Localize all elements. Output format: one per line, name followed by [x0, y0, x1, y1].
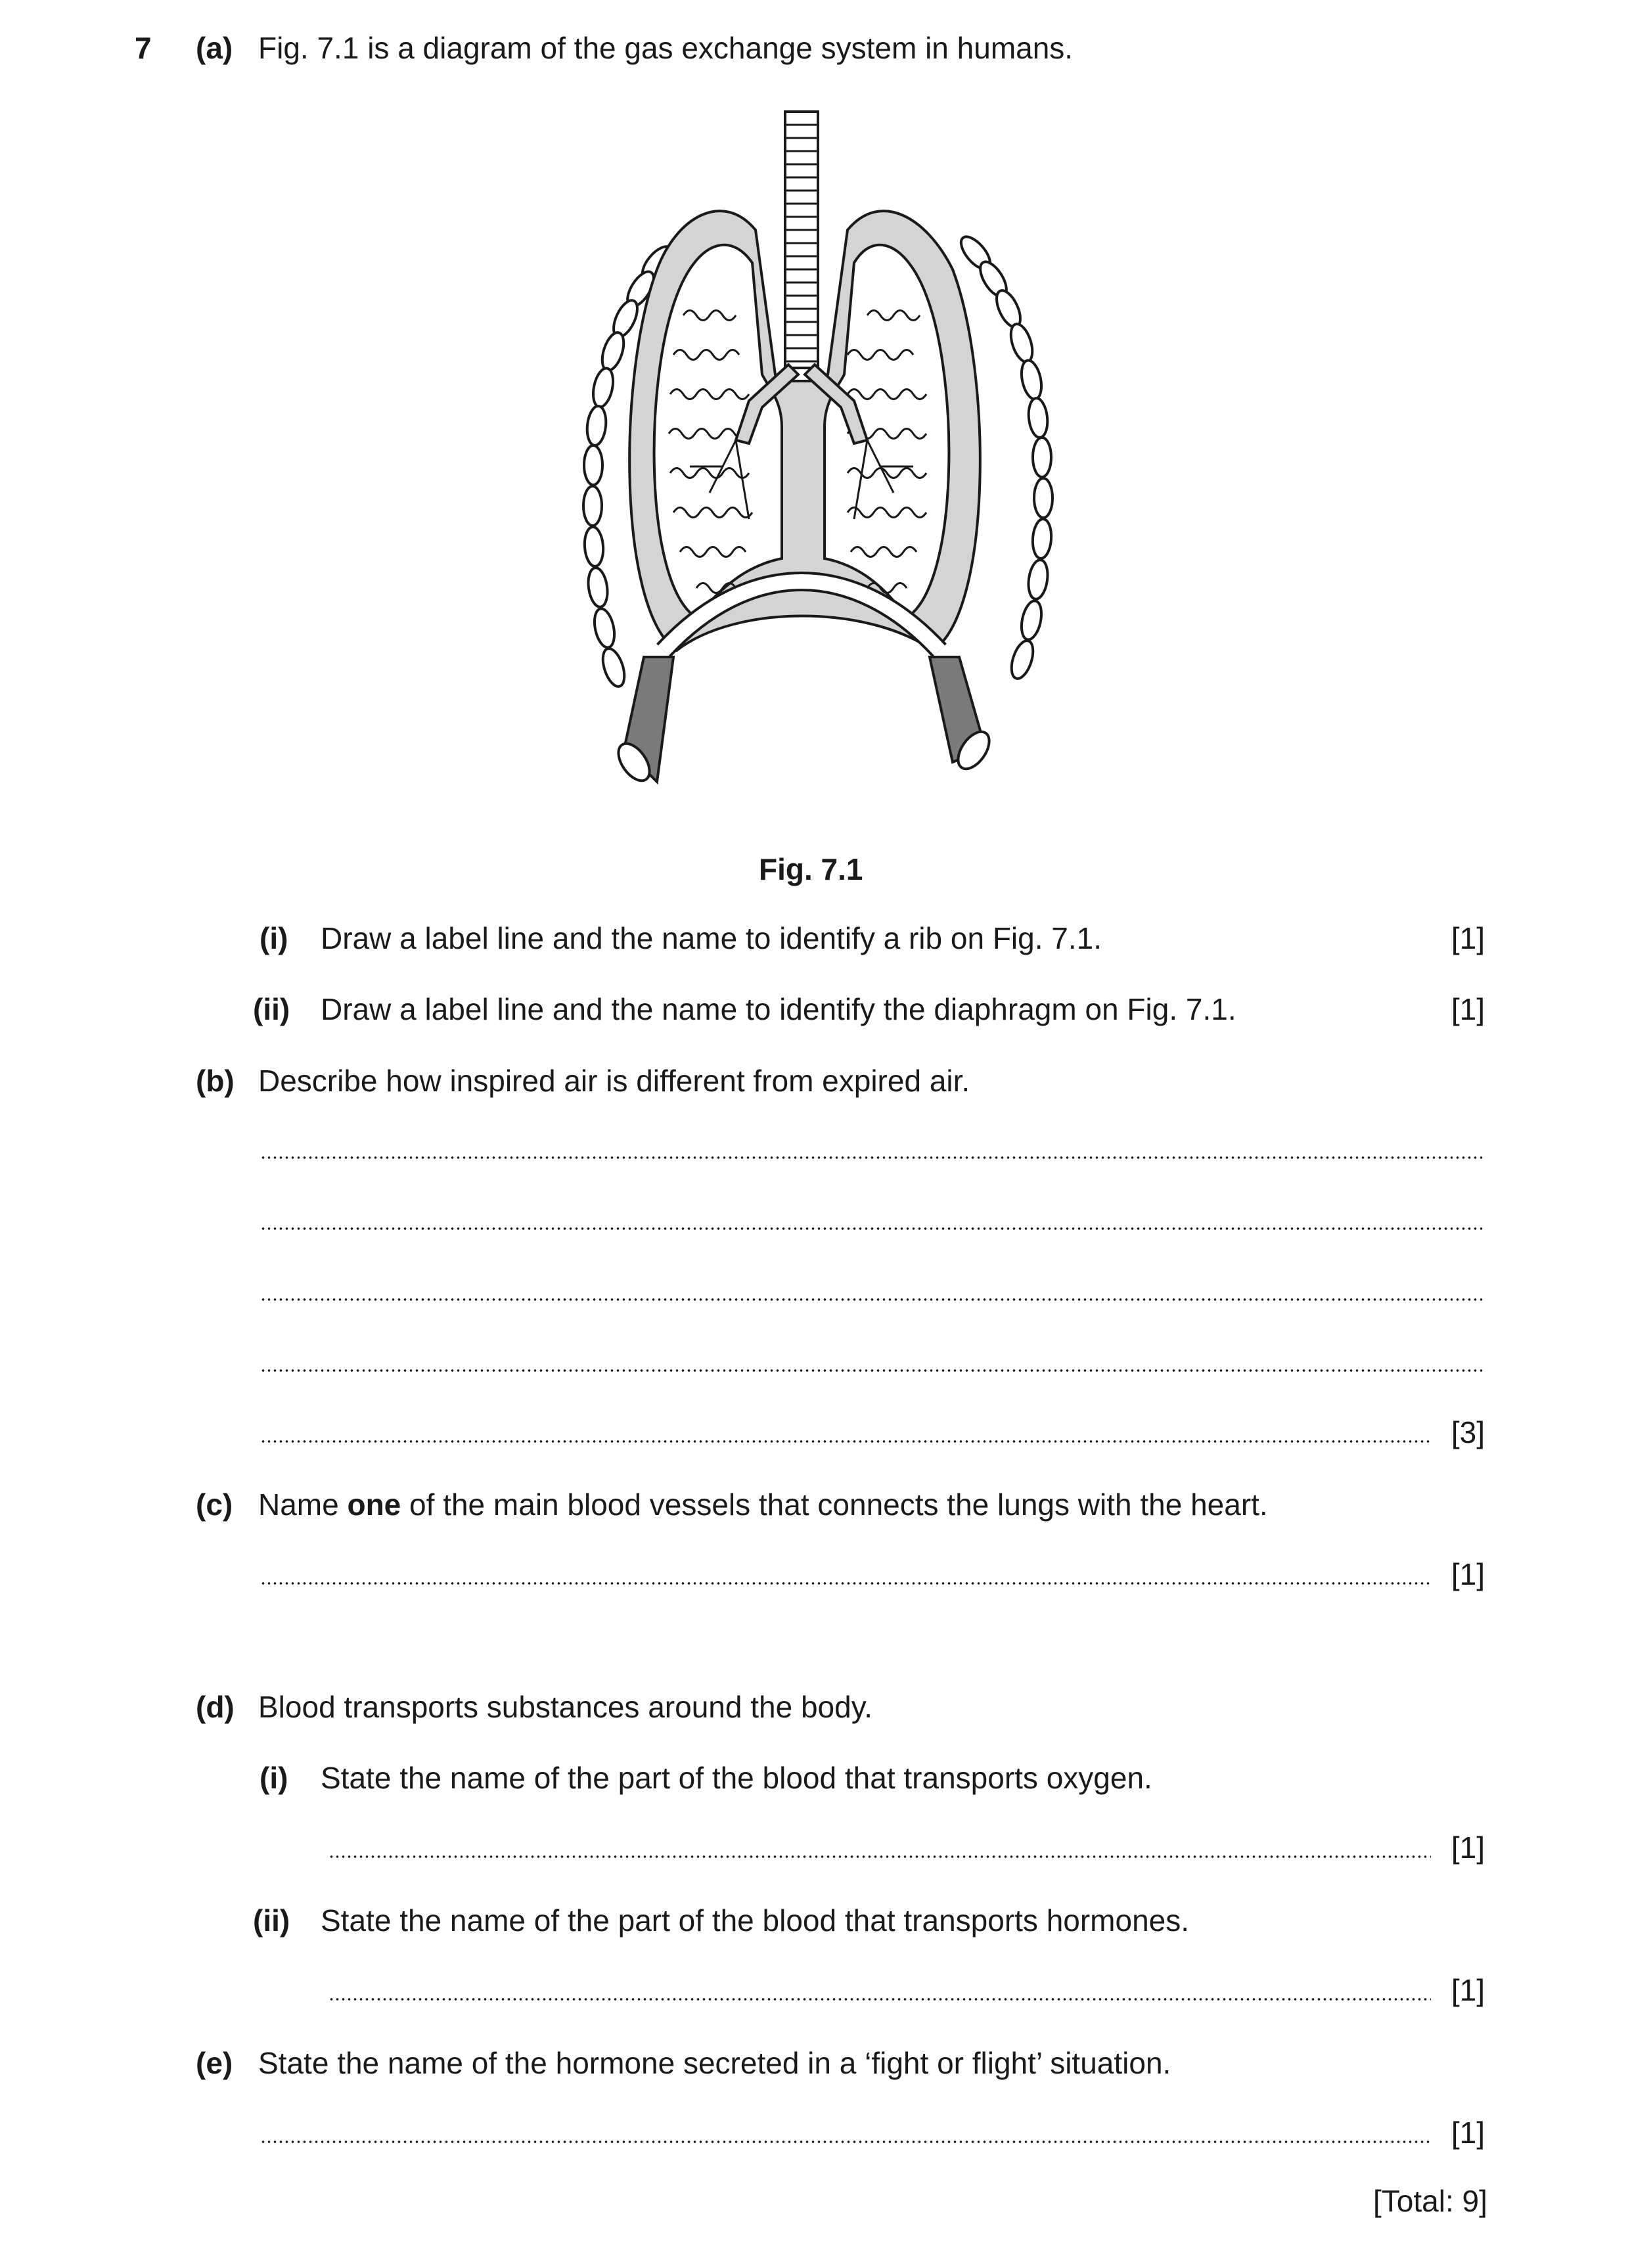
part-c-text [258, 1486, 1268, 1523]
part-e-label: (e) [196, 2046, 233, 2080]
part-c-text-after: of the main blood vessels that connects the lungs with the heart. [401, 1487, 1268, 1522]
part-d-i-label: (i) [260, 1761, 288, 1795]
answer-line[interactable] [260, 1582, 1431, 1585]
part-c-marks: [1] [1451, 1557, 1485, 1591]
part-a-i-marks: [1] [1451, 921, 1485, 955]
answer-line[interactable] [260, 1369, 1485, 1372]
part-a-i-text: Draw a label line and the name to identify a rib on Fig. 7.1. [321, 921, 1102, 955]
answer-line[interactable] [328, 1855, 1431, 1858]
answer-line[interactable] [328, 1998, 1431, 2001]
part-d-text: Blood transports substances around the body. [258, 1690, 873, 1724]
gas-exchange-diagram [499, 99, 1104, 795]
part-d-ii-text: State the name of the part of the blood that transports hormones. [321, 1903, 1190, 1938]
part-a-label: (a) [196, 31, 233, 65]
answer-line[interactable] [260, 1156, 1485, 1159]
part-c-label: (c) [196, 1487, 233, 1522]
muscle-right [930, 657, 995, 775]
part-b-label: (b) [196, 1064, 235, 1098]
part-d-i-marks: [1] [1451, 1830, 1485, 1865]
part-e-marks: [1] [1451, 2116, 1485, 2150]
part-d-i-text: State the name of the part of the blood that transports oxygen. [321, 1761, 1152, 1795]
answer-line[interactable] [260, 1227, 1485, 1230]
figure-caption: Fig. 7.1 [759, 852, 863, 886]
part-a-ii-text: Draw a label line and the name to identify the diaphragm on Fig. 7.1. [321, 992, 1236, 1026]
trachea [785, 112, 818, 368]
total-marks: [Total: 9] [1373, 2184, 1487, 2218]
part-d-ii-label: (ii) [253, 1903, 290, 1938]
part-a-ii-marks: [1] [1451, 992, 1485, 1026]
part-c-emphasis: one [347, 1487, 401, 1522]
question-number: 7 [135, 31, 152, 65]
part-e-text: State the name of the hormone secreted in a ‘fight or flight’ situation. [258, 2046, 1171, 2080]
part-a-ii-label: (ii) [253, 992, 290, 1026]
part-c-text-before: Name [258, 1487, 348, 1522]
part-a-text: Fig. 7.1 is a diagram of the gas exchange system in humans. [258, 31, 1074, 65]
part-b-marks: [3] [1451, 1415, 1485, 1449]
answer-line[interactable] [260, 1298, 1485, 1301]
part-d-ii-marks: [1] [1451, 1973, 1485, 2007]
answer-line[interactable] [260, 1440, 1431, 1443]
part-a-i-label: (i) [260, 921, 288, 955]
part-d-label: (d) [196, 1690, 235, 1724]
answer-line[interactable] [260, 2141, 1431, 2143]
part-b-text: Describe how inspired air is different from expired air. [258, 1064, 970, 1098]
